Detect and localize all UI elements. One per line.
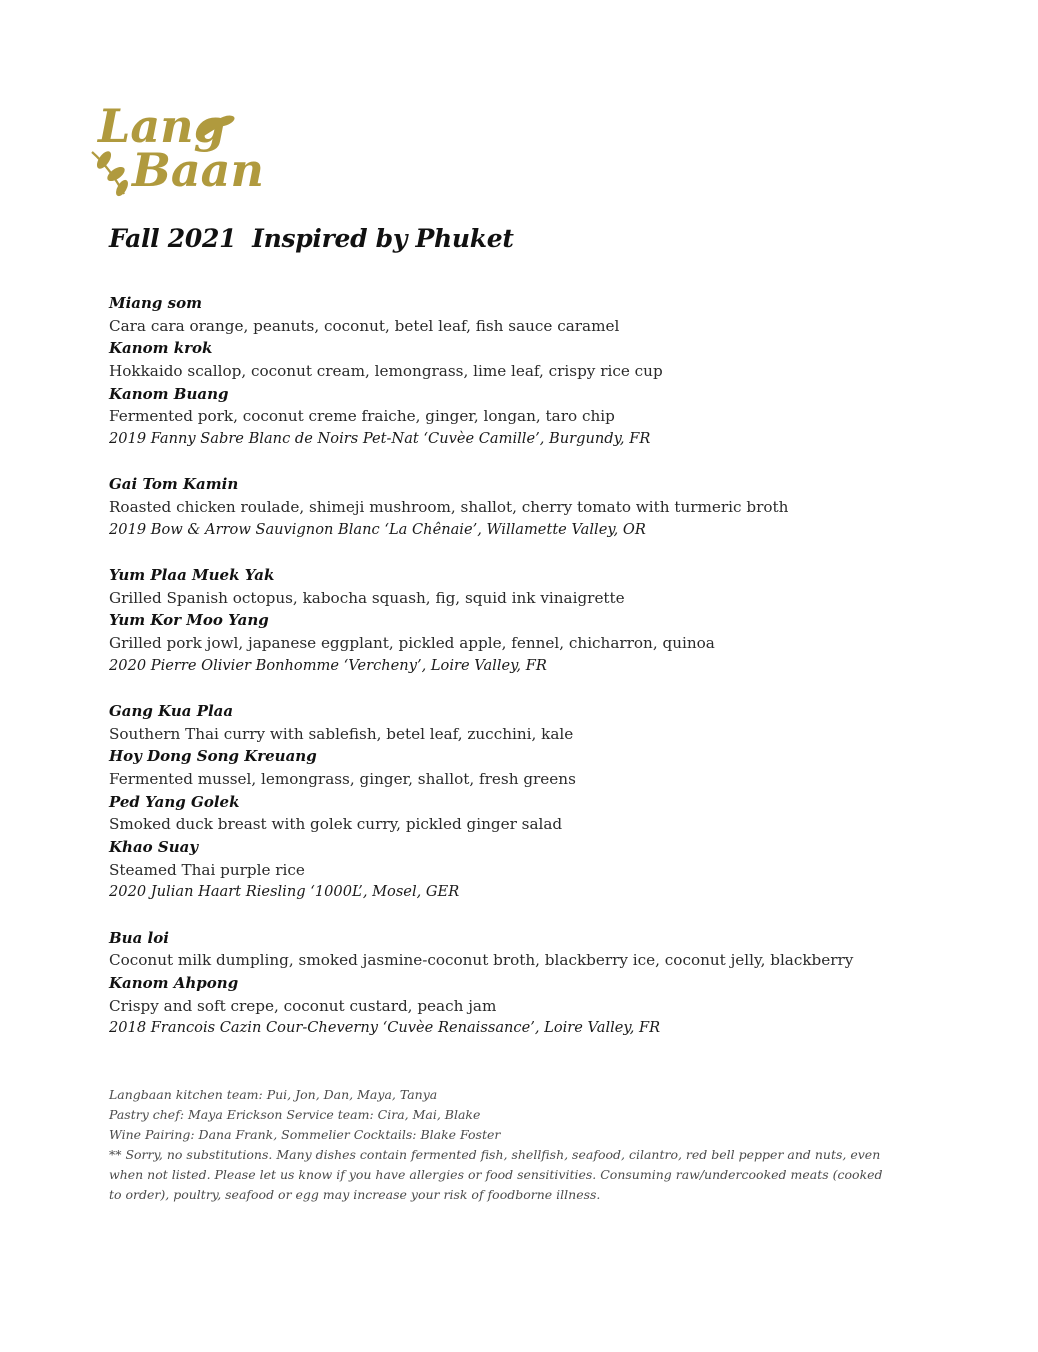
wine-pairing: 2020 Pierre Olivier Bonhomme ‘Vercheny’, Loire Valley, FR (109, 656, 547, 674)
kitchen-team-line: Langbaan kitchen team: Pui, Jon, Dan, Maya, Tanya (109, 1087, 438, 1102)
logo-word-lang: Lang (98, 99, 226, 153)
dish-name: Ped Yang Golek (109, 792, 240, 811)
dish-name: Hoy Dong Song Kreuang (109, 747, 317, 766)
dish-name: Gai Tom Kamin (109, 475, 239, 494)
dish-description: Steamed Thai purple rice (109, 860, 305, 879)
dish-description: Hokkaido scallop, coconut cream, lemongrass, lime leaf, crispy rice cup (109, 362, 663, 381)
dish-name: Miang som (109, 294, 202, 312)
dish-name: Khao Suay (109, 837, 199, 856)
footer-credits (109, 1085, 889, 1205)
langbaan-logo (84, 90, 268, 206)
dish-description: Grilled pork jowl, japanese eggplant, pickled apple, fennel, chicharron, quinoa (109, 633, 715, 652)
dish-description: Grilled Spanish octopus, kabocha squash, fig, squid ink vinaigrette (109, 588, 625, 607)
dish-description: Cara cara orange, peanuts, coconut, betel leaf, fish sauce caramel (109, 316, 620, 335)
dish-description: Fermented pork, coconut creme fraiche, ginger, longan, taro chip (109, 407, 615, 426)
dish-name: Bua loi (109, 928, 169, 947)
dish-name: Yum Kor Moo Yang (109, 611, 269, 630)
dish-description: Crispy and soft crepe, coconut custard, peach jam (109, 996, 497, 1015)
course-section (109, 473, 989, 541)
allergy-disclaimer: ** Sorry, no substitutions. Many dishes contain fermented fish, shellfish, seafood, cilantro, red bell pepper and nuts, even when not listed. Please let us know if you have allergies or food sensitivities. Consuming raw/undercooked meats (cooked to order), poultry, seafood or egg may increase your risk of foodborne illness. (109, 1147, 883, 1202)
wine-pairing: 2020 Julian Haart Riesling ‘1000L’, Mosel, GER (109, 883, 460, 901)
season-label: Fall 2021 (109, 224, 237, 253)
dish-description: Fermented mussel, lemongrass, ginger, shallot, fresh greens (109, 769, 576, 788)
tasting-menu (109, 292, 989, 1062)
dish-description: Coconut milk dumpling, smoked jasmine-coconut broth, blackberry ice, coconut jelly, blackberry (109, 951, 854, 970)
dish-name: Kanom Buang (109, 384, 229, 403)
dish-description: Roasted chicken roulade, shimeji mushroom, shallot, cherry tomato with turmeric broth (109, 498, 789, 516)
course-section (109, 927, 989, 1040)
course-section (109, 292, 989, 451)
dish-name: Gang Kua Plaa (109, 701, 234, 720)
wine-cocktail-line: Wine Pairing: Dana Frank, Sommelier Cocktails: Blake Foster (109, 1127, 501, 1142)
theme-label: Inspired by Phuket (252, 224, 514, 253)
wine-pairing: 2019 Fanny Sabre Blanc de Noirs Pet-Nat ‘Cuvèe Camille’, Burgundy, FR (109, 430, 651, 448)
course-section (109, 564, 989, 677)
dish-description: Southern Thai curry with sablefish, betel leaf, zucchini, kale (109, 724, 574, 743)
dish-name: Kanom krok (109, 339, 213, 358)
course-section (109, 700, 989, 904)
dish-description: Smoked duck breast with golek curry, pickled ginger salad (109, 815, 563, 834)
logo-word-baan: Baan (132, 143, 264, 197)
wine-pairing: 2019 Bow & Arrow Sauvignon Blanc ‘La Chênaie’, Willamette Valley, OR (109, 520, 646, 538)
wine-pairing: 2018 Francois Cazin Cour-Cheverny ‘Cuvèe Renaissance’, Loire Valley, FR (109, 1019, 661, 1037)
pastry-service-line: Pastry chef: Maya Erickson Service team: Cira, Mai, Blake (109, 1107, 481, 1122)
dish-name: Kanom Ahpong (109, 973, 239, 992)
dish-name: Yum Plaa Muek Yak (109, 565, 275, 584)
menu-title (109, 224, 514, 253)
